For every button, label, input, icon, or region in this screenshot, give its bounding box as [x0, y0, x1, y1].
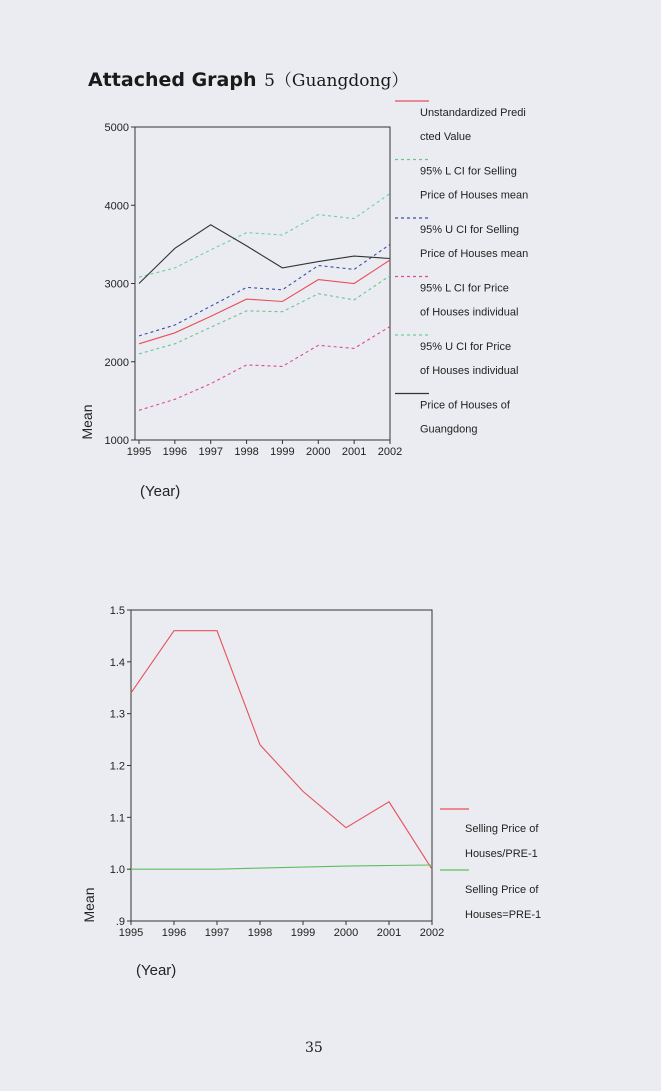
x-tick-label: 1998 [234, 446, 259, 458]
x-tick-label: 2001 [376, 927, 402, 939]
plot-frame [131, 610, 432, 921]
legend-label: Selling Price of [465, 823, 539, 835]
legend-label: Price of Houses mean [420, 189, 529, 202]
y-tick-label: 1.0 [109, 864, 125, 877]
x-tick-label: 1995 [118, 927, 144, 939]
y-tick-label: 1.2 [109, 760, 125, 773]
series-line-1 [131, 631, 432, 870]
legend-label: cted Value [420, 131, 472, 143]
page-number: 35 [305, 1040, 323, 1056]
legend-label: Selling Price of [465, 884, 539, 896]
legend-label: Guangdong [420, 423, 478, 436]
legend-label: 95% U CI for Selling [420, 224, 520, 236]
x-tick-label: 1996 [162, 446, 188, 458]
y-tick-label: 1.4 [109, 656, 125, 669]
y-tick-label: 5000 [104, 122, 129, 134]
x-tick-label: 2000 [306, 446, 331, 458]
title-bold: Attached Graph [88, 69, 257, 91]
legend-label: 95% U CI for Price [420, 341, 512, 353]
y-tick-label: 1.5 [109, 605, 125, 617]
x-tick-label: 1995 [126, 446, 152, 458]
y-tick-label: 3000 [104, 278, 129, 291]
y-tick-label: 1000 [104, 435, 129, 447]
x-tick-label: 2001 [341, 446, 367, 458]
y-tick-label: 1.3 [109, 708, 125, 721]
x-tick-label: 2002 [419, 927, 445, 939]
legend-label: 95% L CI for Selling [420, 165, 517, 178]
y-tick-label: 4000 [104, 200, 129, 213]
x-axis-unit: (Year) [140, 483, 181, 500]
y-axis-label: Mean [81, 887, 97, 923]
x-tick-label: 1997 [198, 446, 223, 458]
legend-label: Unstandardized Predi [420, 107, 526, 119]
x-tick-label: 1996 [161, 927, 187, 939]
x-tick-label: 1998 [247, 927, 273, 939]
x-axis-unit: (Year) [136, 962, 177, 979]
legend-label: 95% L CI for Price [420, 282, 509, 295]
series-line-2 [131, 865, 432, 869]
legend-label: Houses=PRE-1 [465, 909, 542, 921]
x-tick-label: 1999 [270, 446, 295, 458]
legend-label: of Houses individual [420, 306, 519, 319]
y-tick-label: 2000 [104, 356, 129, 369]
x-tick-label: 1997 [204, 927, 230, 939]
legend-label: Price of Houses of [420, 399, 510, 412]
x-tick-label: 2000 [333, 927, 359, 939]
y-axis-label: Mean [79, 404, 95, 440]
legend-label: Houses/PRE-1 [465, 848, 538, 860]
x-tick-label: 2002 [377, 446, 403, 458]
y-tick-label: 1.1 [109, 812, 125, 825]
title-region: 5（Guangdong） [264, 71, 409, 91]
legend-label: of Houses individual [420, 365, 519, 377]
y-tick-label: .9 [115, 916, 125, 928]
legend-label: Price of Houses mean [420, 248, 529, 260]
x-tick-label: 1999 [290, 927, 316, 939]
